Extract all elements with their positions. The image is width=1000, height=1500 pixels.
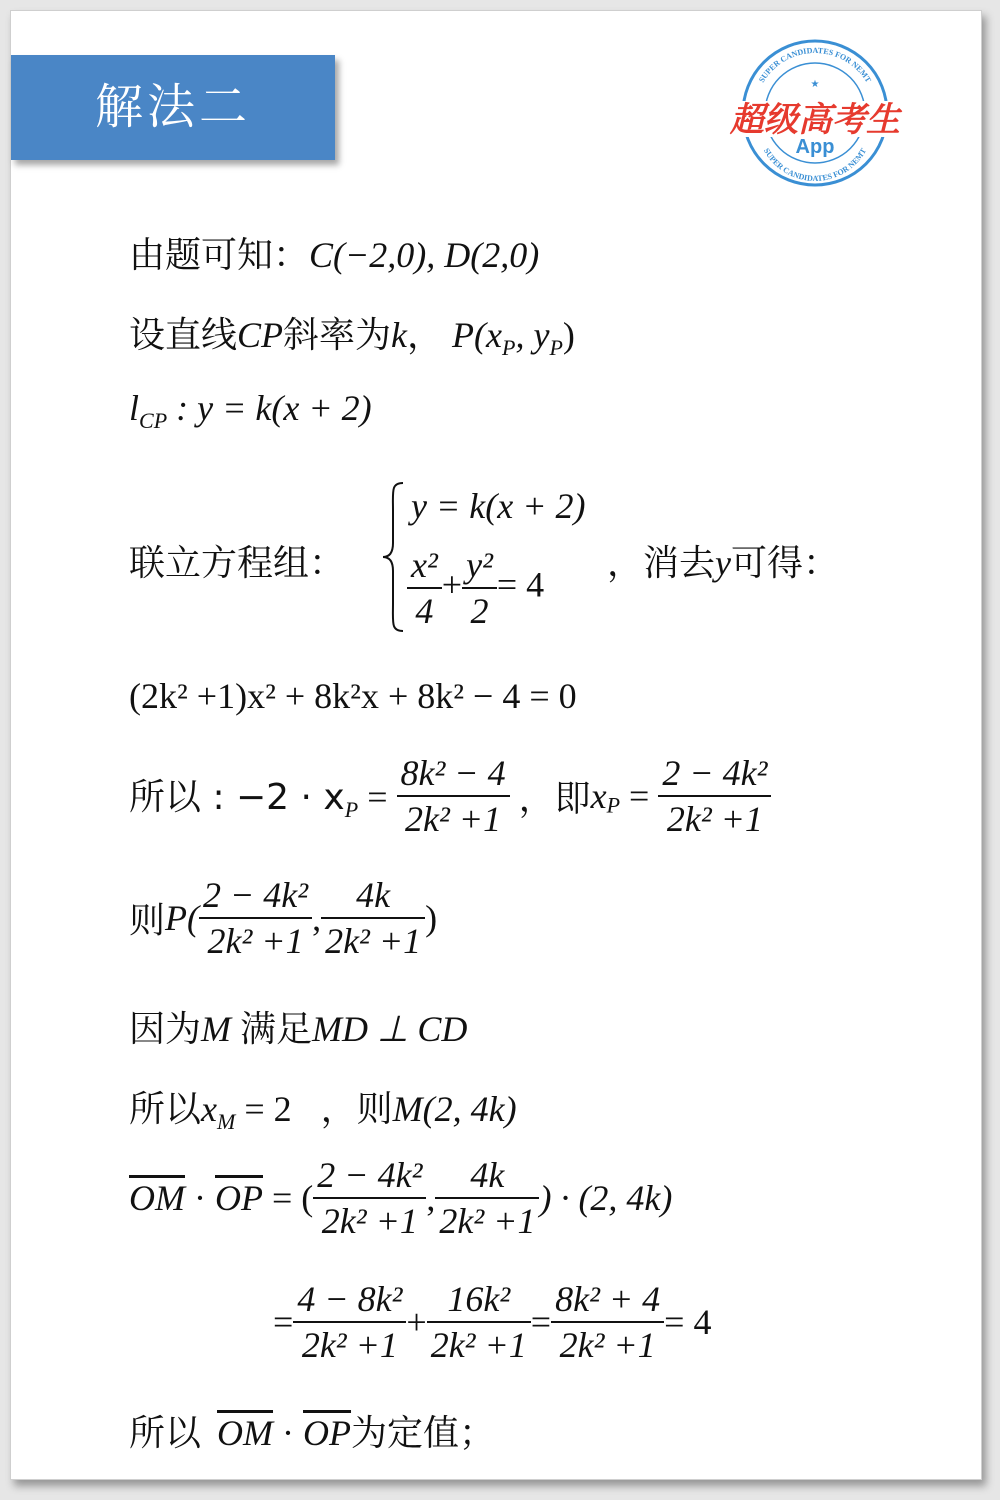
line-9-b: x <box>201 1089 217 1129</box>
line-9-a: 所以 <box>129 1089 202 1130</box>
left-brace-icon <box>381 481 405 633</box>
section-banner: 解法二 <box>11 55 335 160</box>
line-conclusion <box>129 1405 495 1456</box>
line-2-a: 设直线 <box>129 315 238 356</box>
line-4-c: y <box>715 543 731 583</box>
vector-op-2: $\overline{OP}$ <box>303 1413 352 1453</box>
line-12-a: 所以 <box>129 1413 202 1454</box>
line-6-sub2: P <box>606 792 621 818</box>
line-2-i: P <box>549 335 563 360</box>
line-point-m <box>129 1081 517 1135</box>
line-dot-product <box>129 1153 672 1243</box>
frac-dot-1-num: 2 − 4k² <box>313 1153 426 1199</box>
logo-ring-top-text: SUPER CANDIDATES FOR NEMT <box>757 45 873 85</box>
line-10-dot: · <box>185 1178 215 1218</box>
solution-card <box>10 10 982 1480</box>
line-6-eq: = <box>358 777 388 817</box>
frac-dot-2 <box>435 1153 539 1243</box>
line-10-eq: = ( <box>263 1178 314 1218</box>
line-11-end: = 4 <box>664 1302 712 1342</box>
system-eq-2-rhs: = 4 <box>496 564 545 605</box>
line-6-a-wrap <box>129 777 388 822</box>
line-8-a: 因为 <box>129 1009 202 1050</box>
line-8-d: MD ⊥ CD <box>312 1009 468 1049</box>
line-11-eq2: = <box>530 1302 552 1342</box>
line-7-b: P( <box>165 898 199 938</box>
line-xp <box>129 751 771 841</box>
frac-2-num: y² <box>462 543 497 589</box>
system-eq-2 <box>407 543 544 633</box>
line-dot-result <box>273 1277 711 1367</box>
line-equation-cp <box>129 387 372 434</box>
frac-1-den: 4 <box>415 591 434 631</box>
frac-xp-2-num: 2 − 4k² <box>658 751 771 797</box>
frac-xp-1-den: 2k² +1 <box>405 799 502 839</box>
frac-1-num: x² <box>407 543 442 589</box>
frac-xp-1 <box>397 751 510 841</box>
line-3-b: CP <box>139 408 168 433</box>
line-12-dot: · <box>273 1413 304 1453</box>
line-4-d: 可得： <box>731 543 840 584</box>
line-9-d: ，则 <box>320 1089 393 1130</box>
line-6-eq2: = <box>620 776 650 816</box>
system-eq-2-plus: + <box>441 564 463 605</box>
frac-res-1-den: 2k² +1 <box>301 1325 398 1365</box>
line-10-comma: , <box>426 1178 436 1218</box>
line-12-b: 为定值； <box>351 1413 496 1454</box>
frac-res-3-num: 8k² + 4 <box>551 1277 664 1323</box>
line-11-plus: + <box>406 1302 427 1342</box>
line-3-c: : y = k(x + 2) <box>167 388 372 428</box>
line-9-e: M(2, 4k) <box>392 1089 517 1129</box>
line-2-g: P <box>502 335 516 360</box>
frac-p-x <box>199 873 312 963</box>
frac-res-2-den: 2k² +1 <box>430 1325 527 1365</box>
frac-p-x-num: 2 − 4k² <box>199 873 312 919</box>
line-1-math: C(−2,0), D(2,0) <box>309 235 540 275</box>
line-4-tail <box>607 535 839 586</box>
line-2-h: , y <box>515 315 550 355</box>
line-6-c: x <box>590 776 607 816</box>
logo-star-icon: ★ <box>810 79 820 90</box>
line-10-end: ) · (2, 4k) <box>539 1178 673 1218</box>
frac-p-y-den: 2k² +1 <box>325 921 422 961</box>
frac-res-2-num: 16k² <box>427 1277 531 1323</box>
line-9-sub: M <box>217 1109 236 1134</box>
logo-ring-bottom-text: SUPER CANDIDATES FOR NEMT <box>761 146 869 184</box>
logo-brand-text: 超级高考生 <box>730 100 900 140</box>
line-6-sub: P <box>344 797 359 822</box>
line-7-a: 则 <box>129 900 166 942</box>
frac-dot-1 <box>313 1153 426 1243</box>
line-1-label: 由题可知： <box>129 235 310 276</box>
line-2-e: ， <box>407 315 444 356</box>
line-4-b: ，消去 <box>607 543 716 584</box>
line-4-a: 联立方程组： <box>129 543 346 584</box>
line-point-p <box>129 873 437 963</box>
line-6-a: 所以 : −2 · x <box>129 777 345 818</box>
line-quadratic: (2k² +1)x² + 8k²x + 8k² − 4 = 0 <box>129 676 577 716</box>
line-8-b: M <box>201 1009 232 1049</box>
frac-p-y-num: 4k <box>321 873 425 919</box>
frac-xp-2 <box>658 751 771 841</box>
frac-res-1-num: 4 − 8k² <box>293 1277 406 1323</box>
frac-x2-over-4 <box>407 543 442 633</box>
frac-res-1 <box>293 1277 406 1367</box>
frac-p-y <box>321 873 425 963</box>
line-slope-def <box>129 307 575 361</box>
line-2-j: ) <box>562 315 575 355</box>
line-known-points <box>129 227 539 278</box>
frac-xp-1-num: 8k² − 4 <box>397 751 510 797</box>
line-6-b: ，即 <box>518 778 591 820</box>
line-2-b: CP <box>237 315 284 355</box>
frac-dot-2-den: 2k² +1 <box>439 1201 536 1241</box>
line-3-a: l <box>129 388 140 428</box>
logo-app-text: App <box>795 136 835 158</box>
frac-res-3-den: 2k² +1 <box>559 1325 656 1365</box>
vector-om-2: $\overline{OM}$ <box>217 1413 274 1453</box>
app-logo <box>727 37 903 189</box>
line-7-comma: , <box>312 898 322 938</box>
frac-dot-1-den: 2k² +1 <box>321 1201 418 1241</box>
line-9-c: = 2 <box>235 1089 292 1129</box>
vector-om: $\overline{OM}$ <box>129 1178 185 1218</box>
system-eq-1: y = k(x + 2) <box>411 486 586 526</box>
frac-res-3 <box>551 1277 664 1367</box>
line-2-d: k <box>391 315 408 355</box>
frac-dot-2-num: 4k <box>435 1153 539 1199</box>
line-2-c: 斜率为 <box>283 315 392 356</box>
line-md-perp <box>129 1001 467 1052</box>
frac-y2-over-2 <box>462 543 497 633</box>
line-11-eq: = <box>273 1302 294 1342</box>
vector-op: $\overline{OP}$ <box>215 1178 263 1218</box>
frac-xp-2-den: 2k² +1 <box>666 799 763 839</box>
line-7-c: ) <box>425 898 438 938</box>
frac-res-2 <box>427 1277 531 1367</box>
line-2-f: P(x <box>452 315 503 355</box>
frac-2-den: 2 <box>470 591 489 631</box>
frac-p-x-den: 2k² +1 <box>207 921 304 961</box>
line-8-c: 满足 <box>240 1009 313 1050</box>
